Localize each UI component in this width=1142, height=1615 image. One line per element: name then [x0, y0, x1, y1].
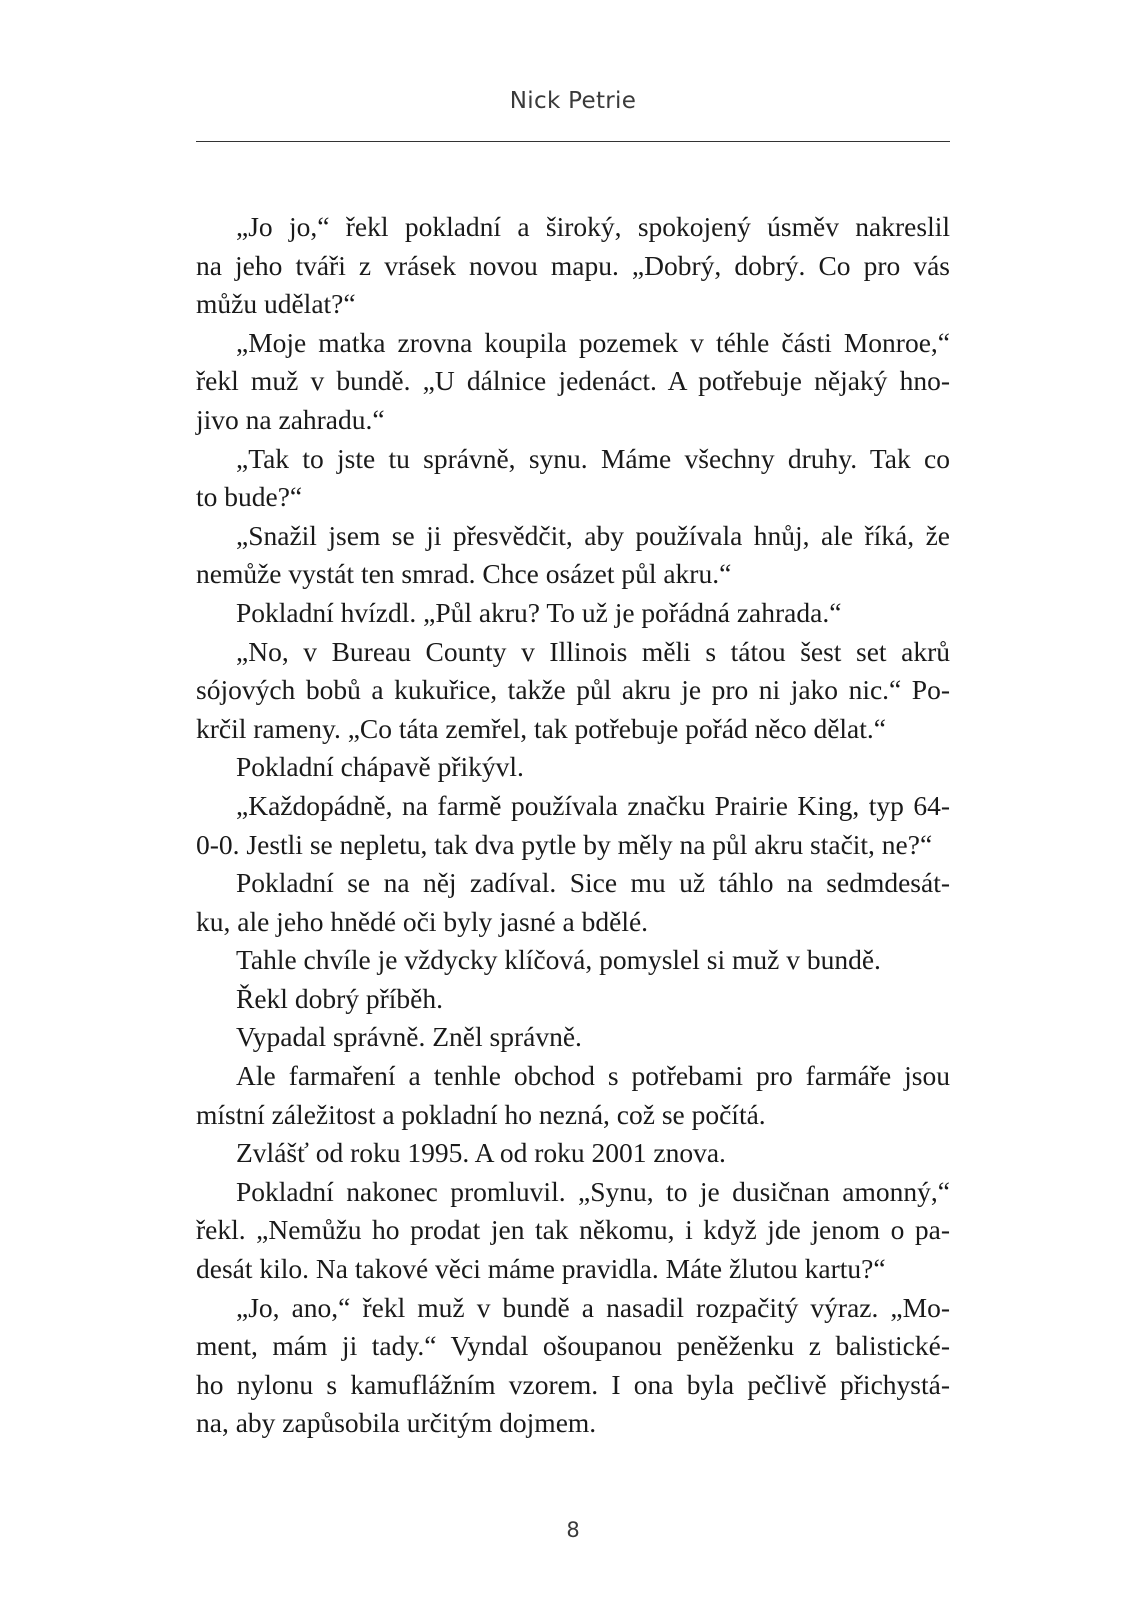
- text-line: Vypadal správně. Zněl správně.: [236, 1021, 582, 1053]
- page-number: 8: [566, 1518, 580, 1542]
- text-line: na jeho tváři z vrásek novou mapu. „Dobrý, dobrý. Co pro vás: [196, 249, 950, 281]
- text-line: sójových bobů a kukuřice, takže půl akru je pro ni jako nic.“ Po-: [196, 674, 950, 706]
- text-line: „Moje matka zrovna koupila pozemek v téhle části Monroe,“: [236, 326, 950, 358]
- text-line: místní záležitost a pokladní ho nezná, což se počítá.: [196, 1098, 766, 1130]
- text-line: „Jo jo,“ řekl pokladní a široký, spokojený úsměv nakreslil: [236, 211, 950, 242]
- text-line: ku, ale jeho hnědé oči byly jasné a bdělé.: [196, 905, 649, 937]
- running-head-author: Nick Petrie: [509, 88, 637, 114]
- text-line: ment, mám ji tady.“ Vyndal ošoupanou peněženku z balistické-: [196, 1330, 950, 1362]
- text-line: „Jo, ano,“ řekl muž v bundě a nasadil rozpačitý výraz. „Mo-: [236, 1291, 950, 1323]
- text-line: Řekl dobrý příběh.: [236, 982, 443, 1014]
- text-line: Pokladní nakonec promluvil. „Synu, to je dusičnan amonný,“: [236, 1175, 950, 1207]
- body-text: [196, 208, 950, 1443]
- text-line: Zvlášť od roku 1995. A od roku 2001 znova.: [236, 1137, 726, 1169]
- text-line: 0-0. Jestli se nepletu, tak dva pytle by měly na půl akru stačit, ne?“: [196, 828, 933, 860]
- text-line: „Tak to jste tu správně, synu. Máme všechny druhy. Tak co: [236, 442, 950, 474]
- text-line: řekl. „Nemůžu ho prodat jen tak někomu, i když jde jenom o pa-: [196, 1214, 950, 1246]
- text-line: na, aby zapůsobila určitým dojmem.: [196, 1407, 597, 1439]
- text-line: Pokladní se na něj zadíval. Sice mu už táhlo na sedmdesát-: [236, 867, 950, 899]
- text-line: můžu udělat?“: [196, 288, 356, 320]
- text-line: Tahle chvíle je vždycky klíčová, pomyslel si muž v bundě.: [236, 944, 881, 976]
- text-line: „Snažil jsem se ji přesvědčit, aby používala hnůj, ale říká, že: [236, 519, 950, 551]
- text-line: jivo na zahradu.“: [196, 403, 385, 435]
- header-rule-divider: [196, 141, 950, 142]
- text-line: to bude?“: [196, 481, 303, 513]
- text-line: Ale farmaření a tenhle obchod s potřebami pro farmáře jsou: [236, 1060, 950, 1092]
- text-line: řekl muž v bundě. „U dálnice jedenáct. A potřebuje nějaký hno-: [196, 365, 950, 397]
- text-line: „Každopádně, na farmě používala značku Prairie King, typ 64-: [236, 789, 950, 821]
- text-line: desát kilo. Na takové věci máme pravidla. Máte žlutou kartu?“: [196, 1253, 886, 1285]
- text-line: nemůže vystát ten smrad. Chce osázet půl akru.“: [196, 558, 732, 590]
- text-line: krčil rameny. „Co táta zemřel, tak potřebuje pořád něco dělat.“: [196, 712, 886, 744]
- text-line: ho nylonu s kamuflážním vzorem. I ona byla pečlivě přichystá-: [196, 1368, 950, 1400]
- text-line: Pokladní hvízdl. „Půl akru? To už je pořádná zahrada.“: [236, 596, 842, 628]
- text-line: „No, v Bureau County v Illinois měli s tátou šest set akrů: [236, 635, 950, 667]
- text-line: Pokladní chápavě přikývl.: [236, 751, 524, 783]
